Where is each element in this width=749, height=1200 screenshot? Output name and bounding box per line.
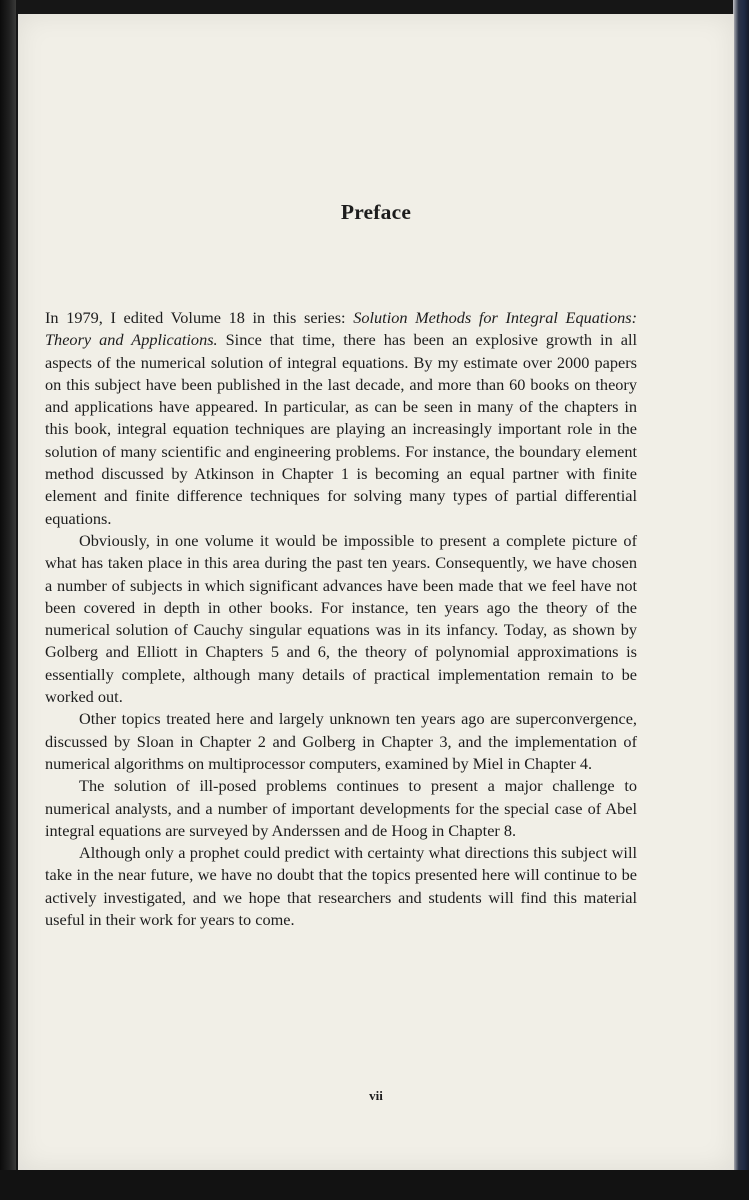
paragraph-5: Although only a prophet could predict with certainty what directions this subject will take in the near future, we have no doubt that the topics presented here will continue to be actively investigated, and we hope that researchers and students will find this material useful in their work for years to come. — [45, 843, 637, 930]
page-title: Preface — [340, 200, 412, 224]
preface-body — [45, 307, 637, 931]
book-cover-edge — [733, 0, 749, 1200]
paragraph-2: Obviously, in one volume it would be impossible to present a complete picture of what has taken place in this area during the past ten years. Consequently, we have chosen a number of subjects in which significant advances have been made that we feel have not been covered in depth in other books. For instance, ten years ago the theory of the numerical solution of Cauchy singular equations was in its infancy. Today, as shown by Golberg and Elliott in Chapters 5 and 6, the theory of polynomial approximations is essentially complete, although many details of practical implementation remain to be worked out. — [45, 530, 637, 707]
paragraph-1-intro: In 1979, I edited Volume 18 in this series: — [45, 308, 354, 327]
page-number: vii — [369, 1088, 383, 1103]
cited-book-title: Solution Methods for Integral Equations: Theory and Applications. — [45, 308, 637, 350]
book-page — [18, 14, 734, 1170]
paragraph-4: The solution of ill-posed problems continues to present a major challenge to numerical analysts, and a number of important developments for the special case of Abel integral equations are surveyed by Anderssen and de Hoog in Chapter 8. — [45, 776, 637, 840]
background-bottom-edge — [0, 1170, 749, 1200]
paragraph-1-rest: Since that time, there has been an explosive growth in all aspects of the numerical solution of integral equations. By my estimate over 2000 papers on this subject have been published in the last decade, and more than 60 books on theory and applications have appeared. In particular, as can be seen in many of the chapters in this book, integral equation techniques are playing an increasingly important role in the solution of many scientific and engineering problems. For instance, the boundary element method discussed by Atkinson in Chapter 1 is becoming an equal partner with finite element and finite difference techniques for solving many types of partial differential equations. — [45, 330, 637, 528]
paragraph-1 — [45, 307, 637, 530]
background-left-edge — [0, 0, 16, 1200]
paragraph-3: Other topics treated here and largely unknown ten years ago are superconvergence, discussed by Sloan in Chapter 2 and Golberg in Chapter 3, and the implementation of numerical algorithms on multiprocessor computers, examined by Miel in Chapter 4. — [45, 709, 637, 773]
